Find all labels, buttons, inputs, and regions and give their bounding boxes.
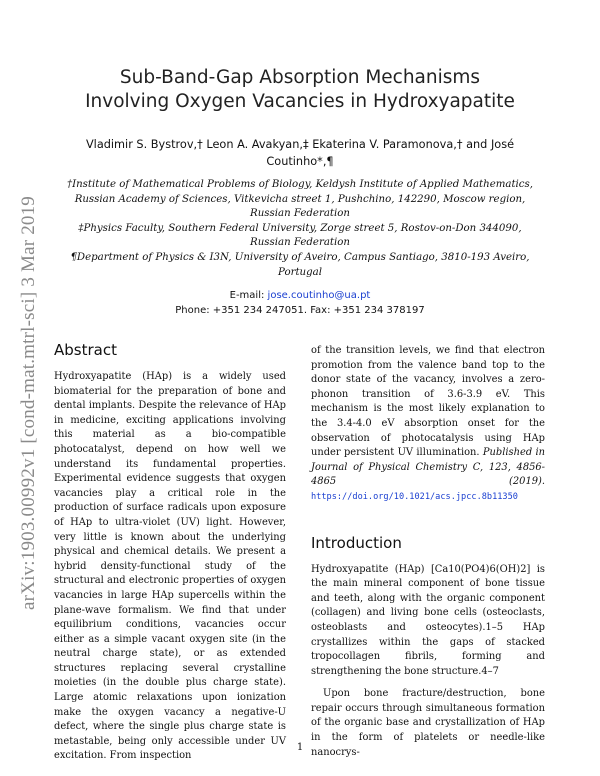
- affiliation-1: †Institute of Mathematical Problems of Biology, Keldysh Institute of Applied Mathematics, Russian Academy of Sciences, Vitkevicha street 1, Pushchino, 142290, Moscow region, Russian Federation: [67, 179, 533, 220]
- affiliation-3: ¶Department of Physics & I3N, University of Aveiro, Campus Santiago, 3810-193 Aveiro, Portugal: [70, 251, 530, 278]
- authors-line-2: Coutinho*,¶: [266, 155, 334, 168]
- affiliation-2: ‡Physics Faculty, Southern Federal University, Zorge street 5, Rostov-on-Don 344090, Russian Federation: [78, 222, 522, 249]
- arxiv-identifier: arXiv:1903.00992v1 [cond-mat.mtrl-sci] 3 Mar 2019: [18, 196, 39, 610]
- email-label: E-mail:: [229, 290, 265, 301]
- abstract-cont-text: of the transition levels, we find that electron promotion from the valence band top to the donor state of the vacancy, involves a zero-phonon transition of 3.6-3.9 eV. This mechanism is the most likely explanation to the 3.4-4.0 eV absorption onset for the observation of photocatalysis using HAp under persistent UV illumination.: [311, 345, 545, 459]
- paper-title: [60, 66, 540, 114]
- intro-paragraph-1: Hydroxyapatite (HAp) [Ca10(PO4)6(OH)2] is the main mineral component of bone tissue and teeth, along with the organic component (collagen) and living bone cells (osteoclasts, osteoblasts and osteocytes).1–5 HAp crystallizes within the gaps of stacked tropocollagen fibrils, forming and strengthening the bone structure.4–7: [311, 563, 545, 677]
- title-line-1: Sub-Band-Gap Absorption Mechanisms: [119, 67, 481, 88]
- title-line-2: Involving Oxygen Vacancies in Hydroxyapatite: [85, 91, 515, 112]
- abstract-heading: Abstract: [54, 341, 117, 359]
- phone-line: Phone: +351 234 247051. Fax: +351 234 378197: [175, 305, 425, 316]
- left-column: [54, 340, 286, 764]
- email-line: [60, 288, 540, 303]
- abstract-continuation: [311, 344, 545, 505]
- contact-info: [60, 288, 540, 318]
- right-column: [311, 344, 545, 760]
- affiliations: [60, 178, 540, 280]
- authors-line-1: Vladimir S. Bystrov,† Leon A. Avakyan,‡ Ekaterina V. Paramonova,† and José: [85, 138, 515, 151]
- intro-paragraph-2: Upon bone fracture/destruction, bone repair occurs through simultaneous formation of the organic base and crystallization of HAp in the form of platelets or needle-like nanocrys-: [311, 688, 545, 758]
- page-number: 1: [296, 742, 304, 753]
- email-link[interactable]: jose.coutinho@ua.pt: [267, 290, 371, 301]
- abstract-text: Hydroxyapatite (HAp) is a widely used biomaterial for the preparation of bone and dental implants. Despite the relevance of HAp in medicine, exciting applications involving this material as a bio-compatible photocatalyst, depend on how well we understand its fundamental properties. Experimental evidence suggests that oxygen vacancies play a critical role in the production of surface radicals upon exposure of HAp to ultra-violet (UV) light. However, very little is known about the underlying physical and chemical details. We present a hybrid density-functional study of the structural and electronic properties of oxygen vacancies in large HAp supercells within the plane-wave formalism. We find that under equilibrium conditions, vacancies occur either as a simple vacant oxygen site (in the neutral charge state), or as extended structures replacing several crystalline moieties (in the double plus charge state). Large atomic relaxations upon ionization make the oxygen vacancy a negative-U defect, where the single plus charge state is metastable, being only accessible under UV excitation. From inspection: [54, 371, 286, 762]
- doi-link[interactable]: https://doi.org/10.1021/acs.jpcc.8b11350: [311, 491, 518, 502]
- publication-note: Published in Journal of Physical Chemistry C, 123, 4856-4865 (2019).: [311, 447, 545, 488]
- introduction-heading: Introduction: [311, 533, 402, 552]
- author-list: [70, 136, 530, 170]
